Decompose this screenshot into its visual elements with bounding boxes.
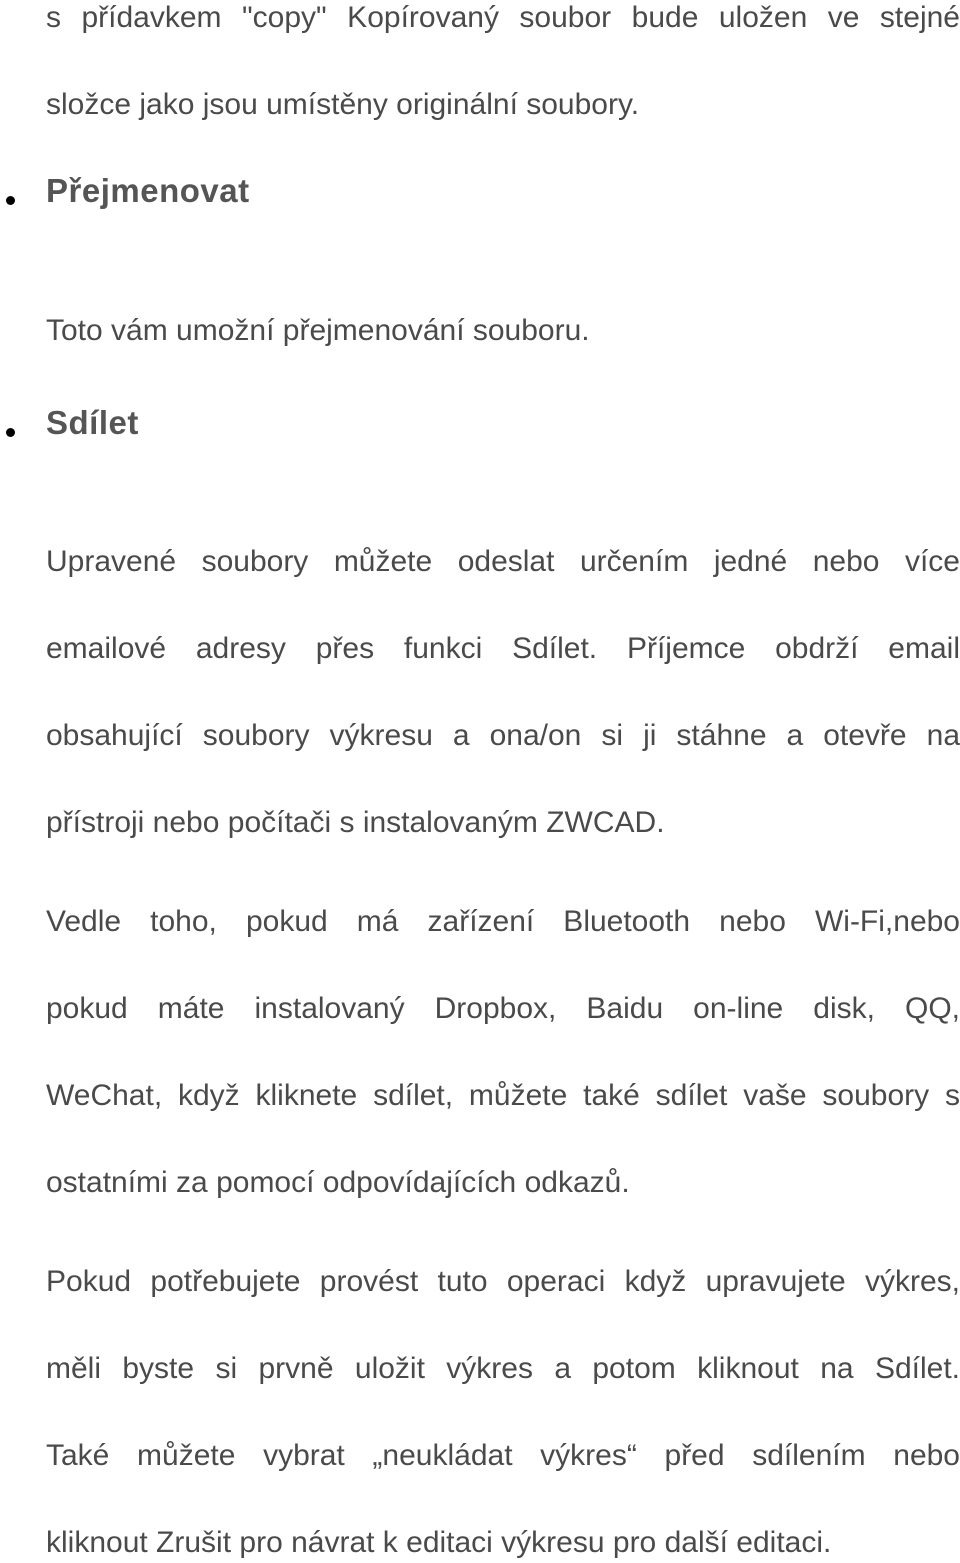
bullet-icon: [6, 428, 15, 437]
share-para1-line-4: přístroji nebo počítači s instalovaným ZWCAD.: [46, 806, 665, 839]
share-para2-line-4: ostatními za pomocí odpovídajících odkazů.: [46, 1166, 630, 1199]
share-para1-line-2: emailové adresy přes funkci Sdílet. Příjemce obdrží email: [46, 632, 960, 665]
rename-description: Toto vám umožní přejmenování souboru.: [46, 314, 590, 347]
share-para2-line-2: pokud máte instalovaný Dropbox, Baidu on-line disk, QQ,: [46, 992, 960, 1025]
share-para1-line-3: obsahující soubory výkresu a ona/on si ji stáhne a otevře na: [46, 719, 960, 752]
share-para1-line-1: Upravené soubory můžete odeslat určením jedné nebo více: [46, 545, 960, 578]
intro-line-2: složce jako jsou umístěny originální soubory.: [46, 88, 640, 121]
share-para3-line-4: kliknout Zrušit pro návrat k editaci výkresu pro další editaci.: [46, 1526, 832, 1559]
rename-heading: Přejmenovat: [46, 172, 250, 209]
share-para3-line-2: měli byste si prvně uložit výkres a potom kliknout na Sdílet.: [46, 1352, 960, 1385]
share-para2-line-1: Vedle toho, pokud má zařízení Bluetooth nebo Wi-Fi,nebo: [46, 905, 960, 938]
share-para3-line-3: Také můžete vybrat „neukládat výkres“ před sdílením nebo: [46, 1439, 960, 1472]
intro-line-1: s přídavkem "copy" Kopírovaný soubor bude uložen ve stejné: [46, 1, 960, 34]
share-para2-line-3: WeChat, když kliknete sdílet, můžete také sdílet vaše soubory s: [46, 1079, 960, 1112]
share-para3-line-1: Pokud potřebujete provést tuto operaci když upravujete výkres,: [46, 1265, 960, 1298]
share-heading: Sdílet: [46, 404, 139, 441]
bullet-icon: [6, 196, 15, 205]
